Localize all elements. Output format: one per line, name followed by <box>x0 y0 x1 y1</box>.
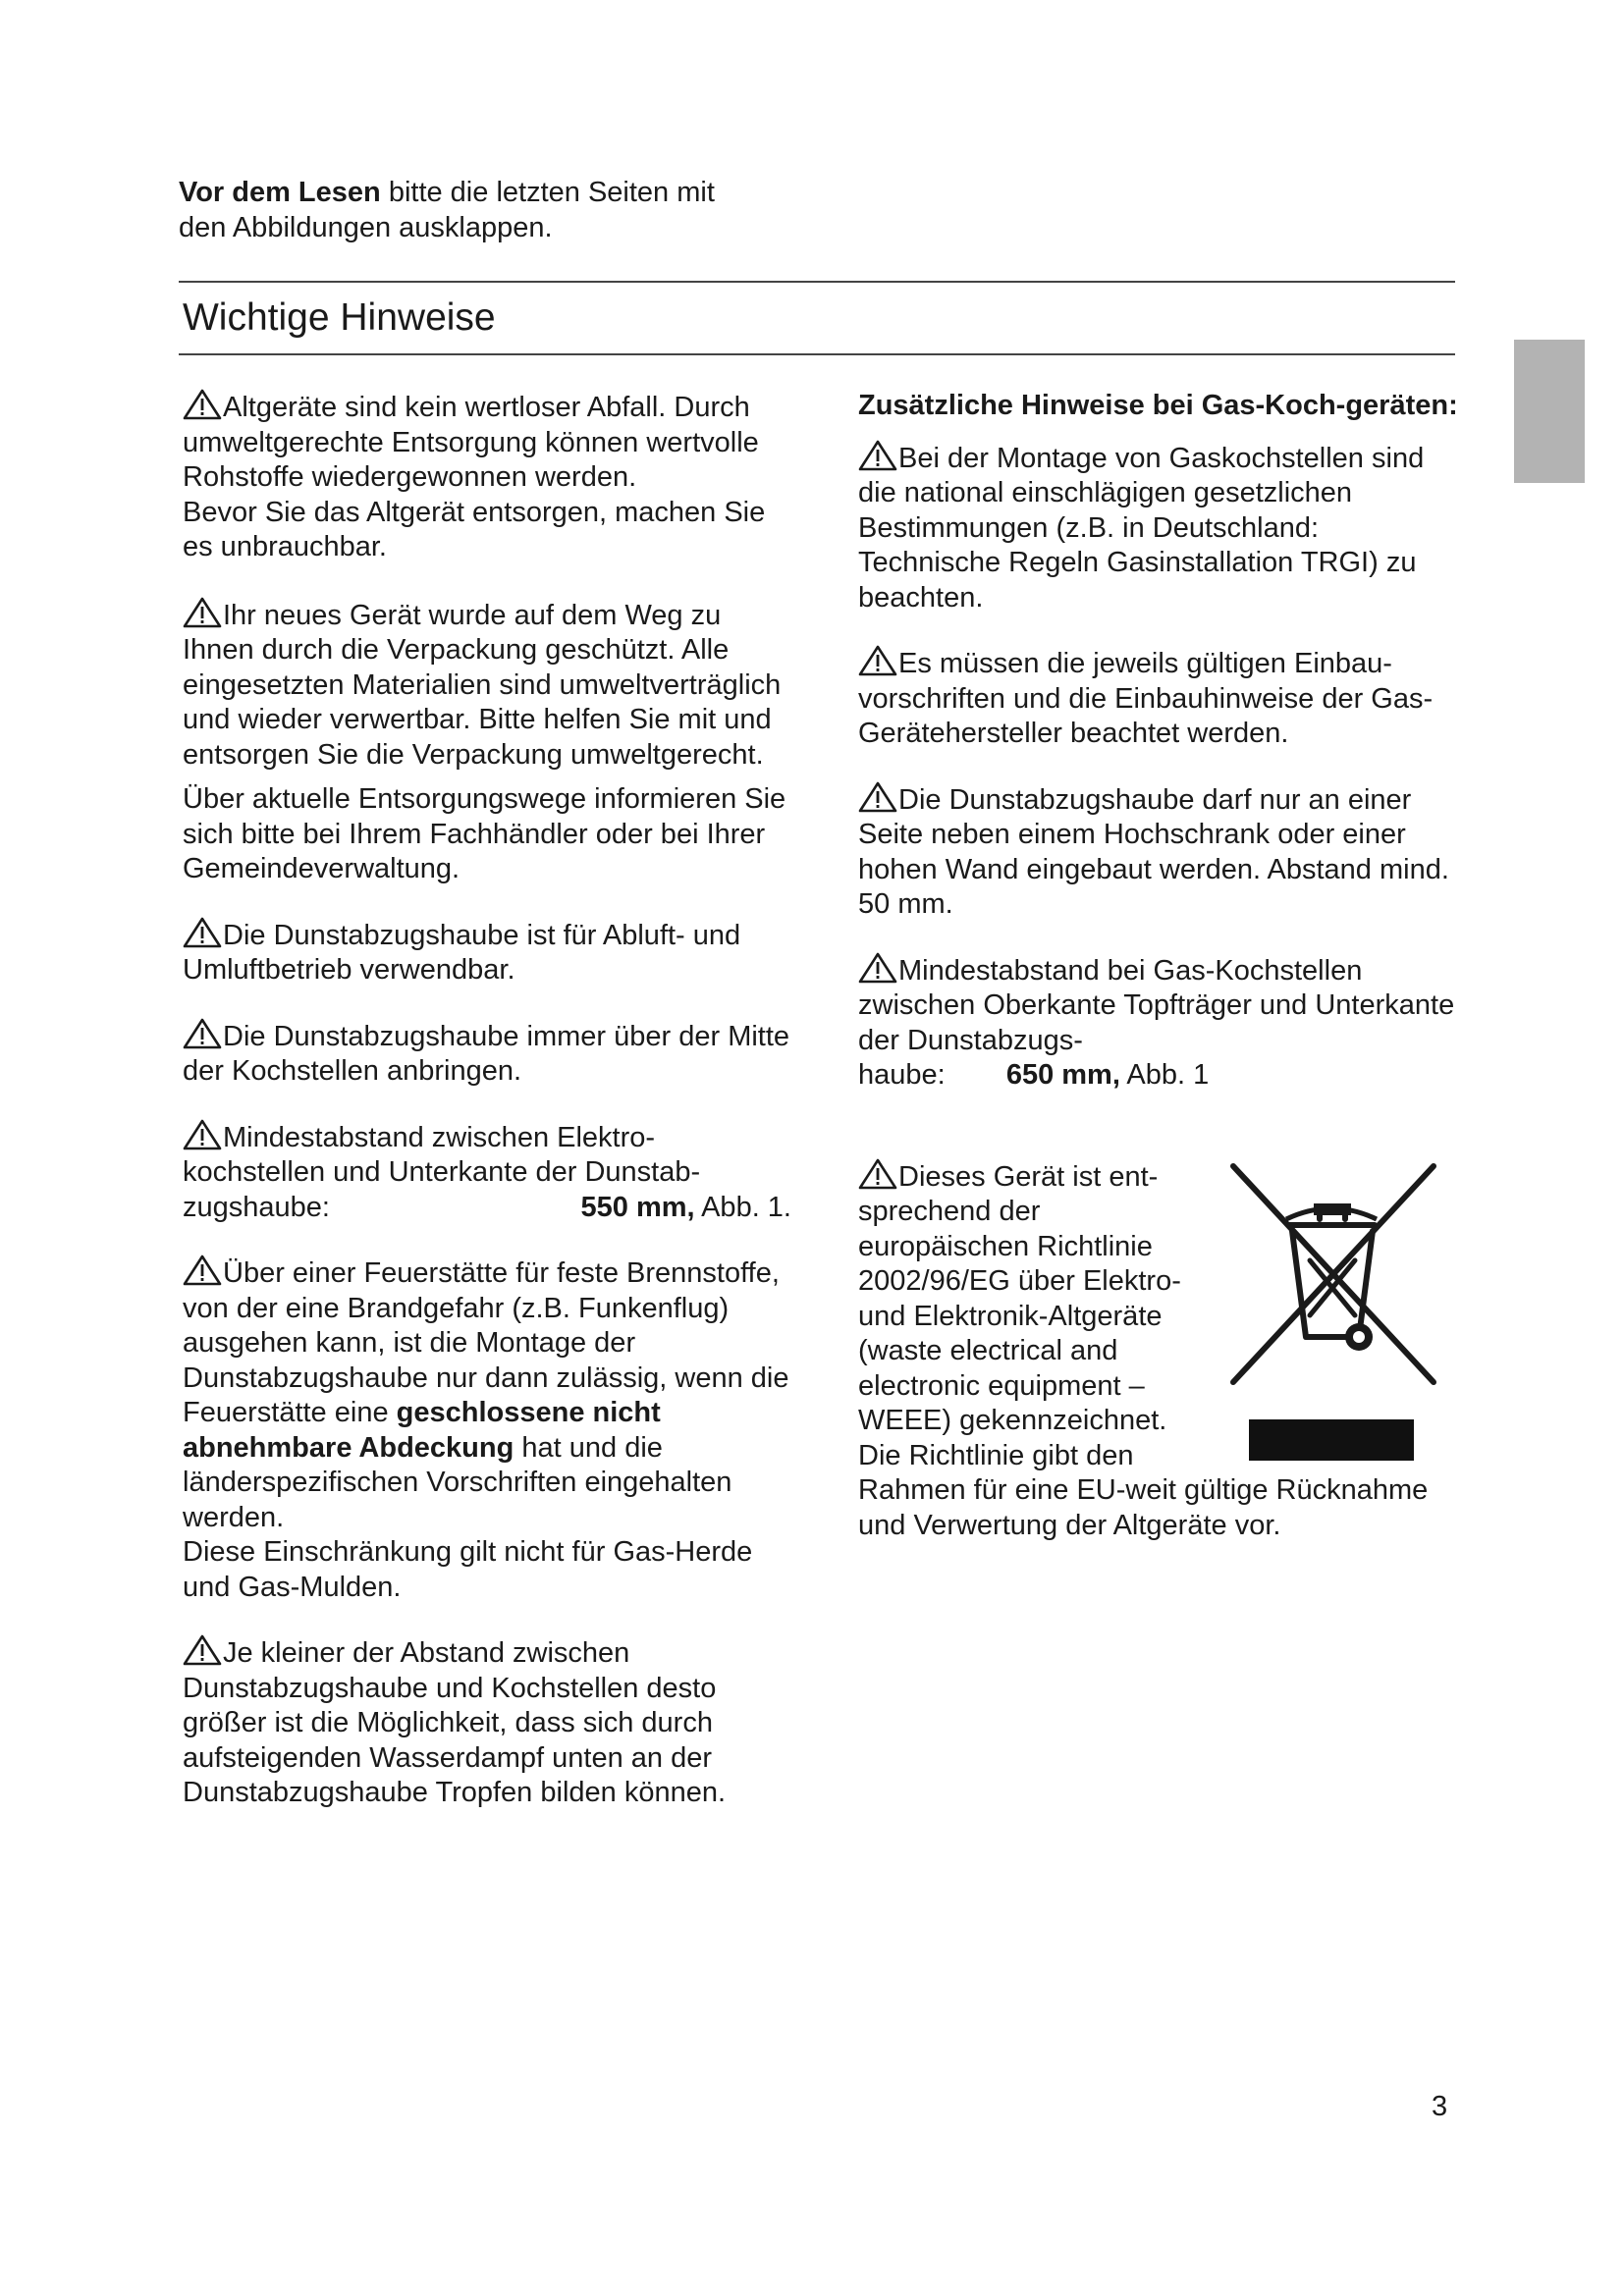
weee-notice: Dieses Gerät ist ent-sprechend der europäischen Richtlinie 2002/96/EG über Elektro- und Elektronik-Altgeräte (waste electrical and electronic equipment – WEEE) gekennzeichnet. Die Richtlinie gibt den Rahmen für eine EU-weit gültige Rücknahme und Verwertung der Altgeräte vor. <box>858 1158 1467 1544</box>
intro-rest: bitte die letzten Seiten mit <box>388 177 715 208</box>
warning-icon <box>858 645 897 676</box>
notice-solid-fuel: Über einer Feuerstätte für feste Brennstoffe, von der eine Brandgefahr (z.B. Funkenflug) ausgehen kann, ist die Montage der Dunstabzugshaube nur dann zulässig, wenn die Feuerstätte eine geschlossene nicht abnehmbare Abdeckung hat und die länderspezifischen Vorschriften eingehalten werden. Diese Einschränkung gilt nicht für Gas-Herde und Gas-Mulden. <box>183 1255 791 1605</box>
spec-figure-ref: Abb. 1. <box>701 1191 791 1223</box>
notice-disposal-b: Bevor Sie das Altgerät entsorgen, machen Sie es unbrauchbar. <box>183 496 766 562</box>
warning-icon <box>183 597 222 628</box>
spec-label: haube: <box>858 1059 946 1091</box>
right-column <box>858 389 1467 1543</box>
intro-bold: Vor dem Lesen <box>179 177 381 208</box>
title-rule <box>179 353 1455 355</box>
intro-line2: den Abbildungen ausklappen. <box>179 212 553 243</box>
intro-note <box>179 175 787 245</box>
notice-operation-modes: Die Dunstabzugshaube ist für Abluft- und Umluftbetrieb verwendbar. <box>183 917 791 988</box>
spec-value: 650 mm, <box>1005 1059 1120 1091</box>
section-tab-marker <box>1514 340 1585 483</box>
warning-icon <box>858 1158 897 1190</box>
warning-icon <box>858 440 897 471</box>
page-title: Wichtige Hinweise <box>183 296 496 339</box>
crossed-out-wheelie-bin-icon <box>1227 1162 1439 1386</box>
warning-icon <box>183 1018 222 1049</box>
notice-gas-installation: Es müssen die jeweils gültigen Einbau-vorschriften und die Einbauhinweise der Gas-Gerätehersteller beachtet werden. <box>858 645 1467 752</box>
notice-mounting-center: Die Dunstabzugshaube immer über der Mitte der Kochstellen anbringen. <box>183 1018 791 1090</box>
min-distance-gas-spec <box>858 1058 1467 1094</box>
warning-icon <box>183 1119 222 1150</box>
warning-icon <box>858 952 897 984</box>
notice-min-distance-gas: Mindestabstand bei Gas-Kochstellen zwischen Oberkante Topfträger und Unterkante der Dunstabzugs- haube: 650 mm, Abb. 1 <box>858 952 1467 1094</box>
warning-icon <box>183 389 222 420</box>
left-column <box>183 389 791 1841</box>
notice-gas-regulations: Bei der Montage von Gaskochstellen sind die national einschlägigen gesetzlichen Bestimmungen (z.B. in Deutschland: Technische Regeln Gasinstallation TRGI) zu beachten. <box>858 440 1467 616</box>
spec-figure-ref: Abb. 1 <box>1126 1059 1210 1091</box>
notice-disposal: Altgeräte sind kein wertloser Abfall. Durch umweltgerechte Entsorgung können wertvolle Rohstoffe wiedergewonnen werden. Bevor Sie das Altgerät entsorgen, machen Sie es unbrauchbar. <box>183 389 791 565</box>
warning-icon <box>183 1255 222 1286</box>
notice-min-distance-electric: Mindestabstand zwischen Elektro- kochstellen und Unterkante der Dunstab- zugshaube: 550 mm, Abb. 1. <box>183 1119 791 1226</box>
warning-icon <box>858 781 897 813</box>
top-rule <box>179 281 1455 283</box>
notice-condensation: Je kleiner der Abstand zwischen Dunstabzugshaube und Kochstellen desto größer ist die Möglichkeit, dass sich durch aufsteigenden Wasserdampf unten an der Dunstabzugshaube Tropfen bilden können. <box>183 1634 791 1811</box>
warning-icon <box>183 1634 222 1666</box>
weee-black-bar <box>1249 1419 1414 1461</box>
page-number: 3 <box>1432 2091 1448 2122</box>
notice-packaging: Ihr neues Gerät wurde auf dem Weg zu Ihnen durch die Verpackung geschützt. Alle eingesetzten Materialien sind umweltverträglich und wieder verwertbar. Bitte helfen Sie mit und entsorgen Sie die Verpackung umweltgerecht. <box>183 597 791 774</box>
spec-label: zugshaube: <box>183 1191 330 1223</box>
min-distance-electric-spec <box>183 1191 791 1226</box>
gas-section-heading: Zusätzliche Hinweise bei Gas-Koch-geräten: <box>858 390 1458 421</box>
notice-packaging-info: Über aktuelle Entsorgungswege informieren Sie sich bitte bei Ihrem Fachhändler oder bei Ihrer Gemeindeverwaltung. <box>183 783 786 884</box>
spec-value: 550 mm, <box>580 1191 695 1223</box>
notice-side-cabinet: Die Dunstabzugshaube darf nur an einer Seite neben einem Hochschrank oder einer hohen Wand eingebaut werden. Abstand mind. 50 mm. <box>858 781 1467 923</box>
weee-notice-continued: Rahmen für eine EU-weit gültige Rücknahme und Verwertung der Altgeräte vor. <box>858 1474 1429 1541</box>
solid-fuel-bold: geschlossene nicht abnehmbare Abdeckung <box>183 1397 661 1464</box>
warning-icon <box>183 917 222 948</box>
solid-fuel-restriction: Diese Einschränkung gilt nicht für Gas-Herde und Gas-Mulden. <box>183 1536 753 1603</box>
